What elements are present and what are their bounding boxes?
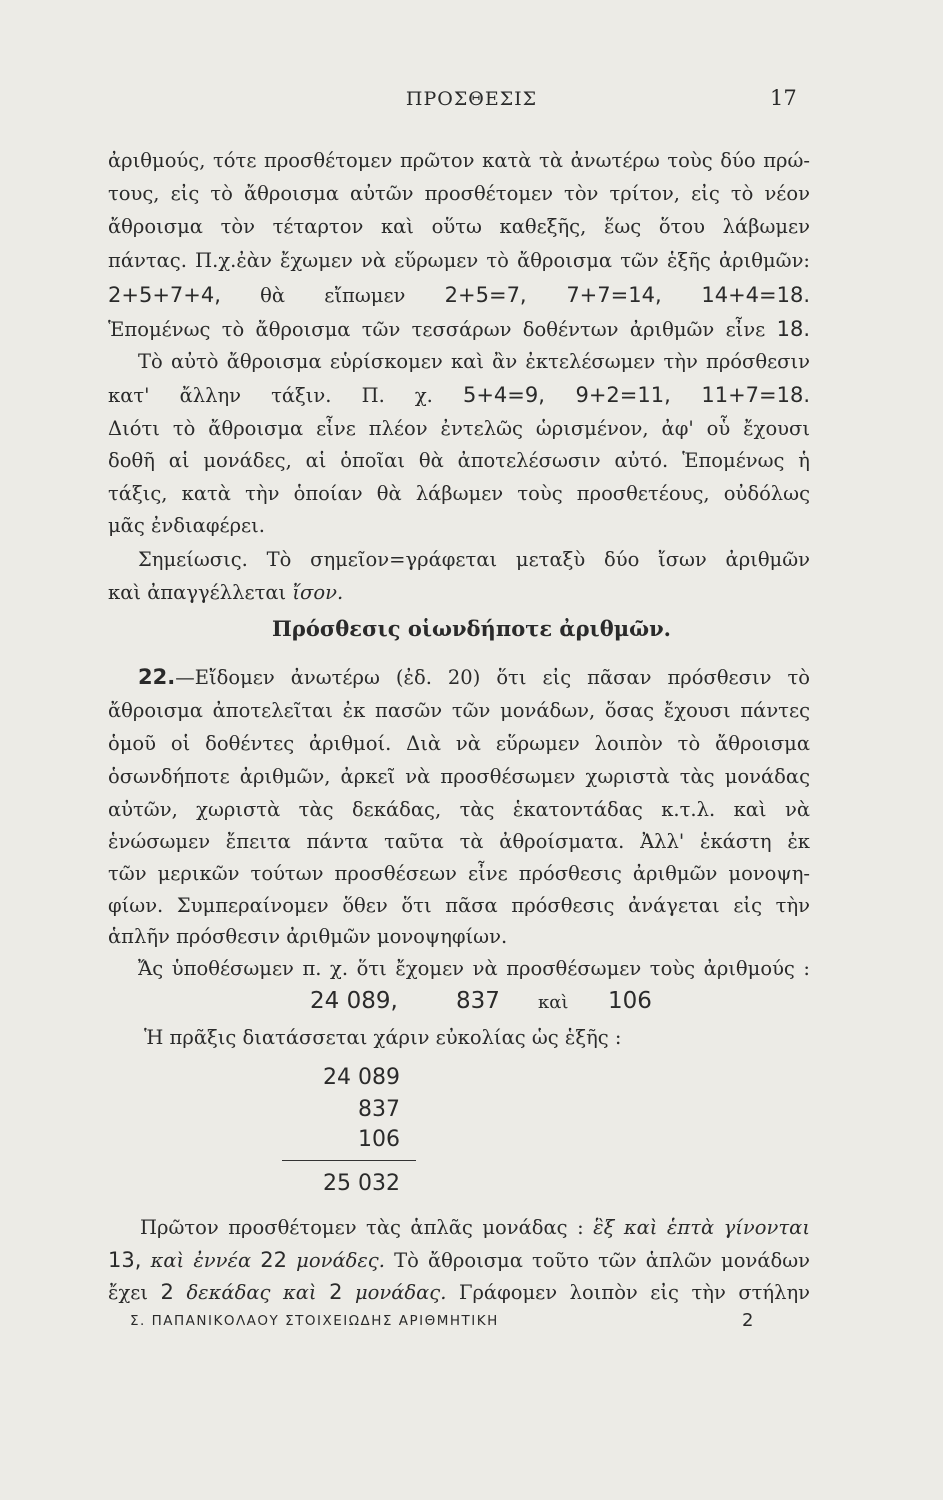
page-number: 17	[770, 86, 797, 110]
inline-text: Πρῶτον προσθέτομεν τὰς ἁπλᾶς μονάδας :	[140, 1216, 584, 1239]
text-line	[140, 1215, 810, 1241]
section-first-line	[138, 664, 810, 691]
text-line: αὐτῶν, χωριστὰ τὰς δεκάδας, τὰς ἑκατοντάδας κ.τ.λ. καὶ νὰ	[108, 798, 810, 821]
example-number: 837	[456, 988, 500, 1014]
note-text: Τὸ σημεῖον=γράφεται μεταξὺ δύο ἴσων ἀριθμῶν	[266, 548, 810, 571]
text-line: δοθῆ αἱ μονάδες, αἱ ὁποῖαι θὰ ἀποτελέσωσιν αὐτό. Ἑπομένως ἡ	[108, 449, 810, 472]
text-line: ἁπλῆν πρόσθεσιν ἀριθμῶν μονοψηφίων.	[108, 925, 508, 948]
text-line: τους, εἰς τὸ ἄθροισμα αὐτῶν προσθέτομεν τὸν τρίτον, εἰς τὸ νέον	[108, 182, 810, 205]
sum-expression: 5+4=9, 9+2=11, 11+7=18.	[462, 383, 811, 407]
inline-text: Ἑπομένως τὸ ἄθροισμα τῶν τεσσάρων δοθέντων ἀριθμῶν εἶνε	[108, 318, 766, 341]
text-line: φίων. Συμπεραίνομεν ὅθεν ὅτι πᾶσα πρόσθεσις ἀνάγεται εἰς τὴν	[108, 894, 810, 917]
text-line: ὁσωνδήποτε ἀριθμῶν, ἀρκεῖ νὰ προσθέσωμεν χωριστὰ τὰς μονάδας	[108, 765, 810, 788]
sum-total: 25 032	[323, 1171, 400, 1196]
sum-expression: 2+5=7, 7+7=14, 14+4=18.	[444, 283, 811, 307]
inline-text: ἔχει	[108, 1281, 149, 1304]
note-text: καὶ ἀπαγγέλλεται	[108, 581, 287, 604]
inline-text: κατ' ἄλλην τάξιν. Π. χ.	[108, 384, 433, 407]
text-line: μᾶς ἐνδιαφέρει.	[108, 514, 265, 537]
text-line: τῶν μερικῶν τούτων προσθέσεων εἶνε πρόσθεσις ἀριθμῶν μονοψη-	[108, 862, 810, 885]
signature-mark: 2	[742, 1310, 754, 1331]
inline-text-italic: μονάδας.	[354, 1281, 447, 1304]
text-line	[108, 1247, 810, 1274]
inline-number: 2	[160, 1280, 174, 1304]
text-line: ἀριθμούς, τότε προσθέτομεν πρῶτον κατὰ τὰ ἀνωτέρω τοὺς δύο πρώ-	[108, 149, 810, 172]
addend: 837	[358, 1097, 400, 1122]
running-head-title: ΠΡΟΣΘΕΣΙΣ	[405, 88, 538, 110]
text-line	[108, 316, 810, 343]
inline-text: Γράφομεν λοιπὸν εἰς τὴν στήλην	[458, 1281, 810, 1304]
inline-text: —Εἴδομεν ἀνωτέρω (ἐδ. 20) ὅτι εἰς πᾶσαν πρόσθεσιν τὸ	[175, 666, 810, 689]
example-conjunction: καὶ	[538, 992, 569, 1013]
text-line	[108, 382, 810, 409]
addend: 106	[358, 1127, 400, 1152]
note-label: Σημείωσις.	[138, 548, 248, 571]
inline-text-italic: μονάδες.	[296, 1249, 385, 1272]
sum-rule	[282, 1160, 416, 1161]
footer-text: Σ. ΠΑΠΑΝΙΚΟΛΑΟΥ ΣΤΟΙΧΕΙΩΔΗΣ ΑΡΙΘΜΗΤΙΚΗ	[130, 1313, 499, 1329]
text-line: πάντας. Π.χ.ἐὰν ἔχωμεν νὰ εὕρωμεν τὸ ἄθροισμα τῶν ἑξῆς ἀριθμῶν:	[108, 249, 810, 272]
note-line	[138, 547, 810, 573]
inline-text: θὰ εἴπωμεν	[260, 284, 406, 307]
sum-result: 18.	[776, 317, 810, 341]
text-line: Ἡ πρᾶξις διατάσσεται χάριν εὐκολίας ὡς ἑξῆς :	[144, 1026, 622, 1049]
text-line: ἑνώσωμεν ἔπειτα πάντα ταῦτα τὰ ἀθροίσματα. Ἀλλ' ἑκάστη ἐκ	[108, 830, 810, 853]
addend: 24 089	[323, 1065, 400, 1090]
note-line	[108, 580, 810, 606]
text-line: Τὸ αὐτὸ ἄθροισμα εὑρίσκομεν καὶ ἂν ἐκτελέσωμεν τὴν πρόσθεσιν	[138, 350, 810, 373]
inline-number: 2	[329, 1280, 343, 1304]
inline-text-italic: δεκάδας καὶ	[186, 1281, 317, 1304]
text-line: ἄθροισμα ἀποτελεῖται ἐκ πασῶν τῶν μονάδων, ὅσας ἔχουσι πάντες	[108, 699, 810, 722]
section-number: 22.	[138, 665, 176, 689]
note-text-italic: ἴσον.	[292, 581, 344, 604]
text-line: Διότι τὸ ἄθροισμα εἶνε πλέον ἐντελῶς ὡρισμένον, ἀφ' οὗ ἔχουσι	[108, 417, 810, 440]
text-line-sums	[108, 282, 810, 309]
inline-number: 22	[260, 1248, 288, 1272]
example-number: 24 089,	[310, 988, 398, 1014]
text-line	[108, 1279, 810, 1306]
inline-text-italic: ἓξ καὶ ἑπτὰ γίνονται	[593, 1216, 810, 1239]
sum-expression: 2+5+7+4,	[108, 283, 221, 307]
inline-text: Τὸ ἄθροισμα τοῦτο τῶν ἁπλῶν μονάδων	[394, 1249, 810, 1272]
inline-number: 13,	[108, 1248, 142, 1272]
example-number: 106	[608, 988, 652, 1014]
text-line: ἄθροισμα τὸν τέταρτον καὶ οὕτω καθεξῆς, ἕως ὅτου λάβωμεν	[108, 215, 810, 238]
section-heading: Πρόσθεσις οἱωνδήποτε ἀριθμῶν.	[272, 616, 671, 641]
text-line: ὁμοῦ οἱ δοθέντες ἀριθμοί. Διὰ νὰ εὕρωμεν λοιπὸν τὸ ἄθροισμα	[108, 732, 810, 755]
text-line: Ἄς ὑποθέσωμεν π. χ. ὅτι ἔχομεν νὰ προσθέσωμεν τοὺς ἀριθμούς :	[138, 957, 810, 980]
inline-text-italic: καὶ ἐννέα	[150, 1249, 252, 1272]
text-line: τάξις, κατὰ τὴν ὁποίαν θὰ λάβωμεν τοὺς προσθετέους, οὐδόλως	[108, 482, 810, 505]
